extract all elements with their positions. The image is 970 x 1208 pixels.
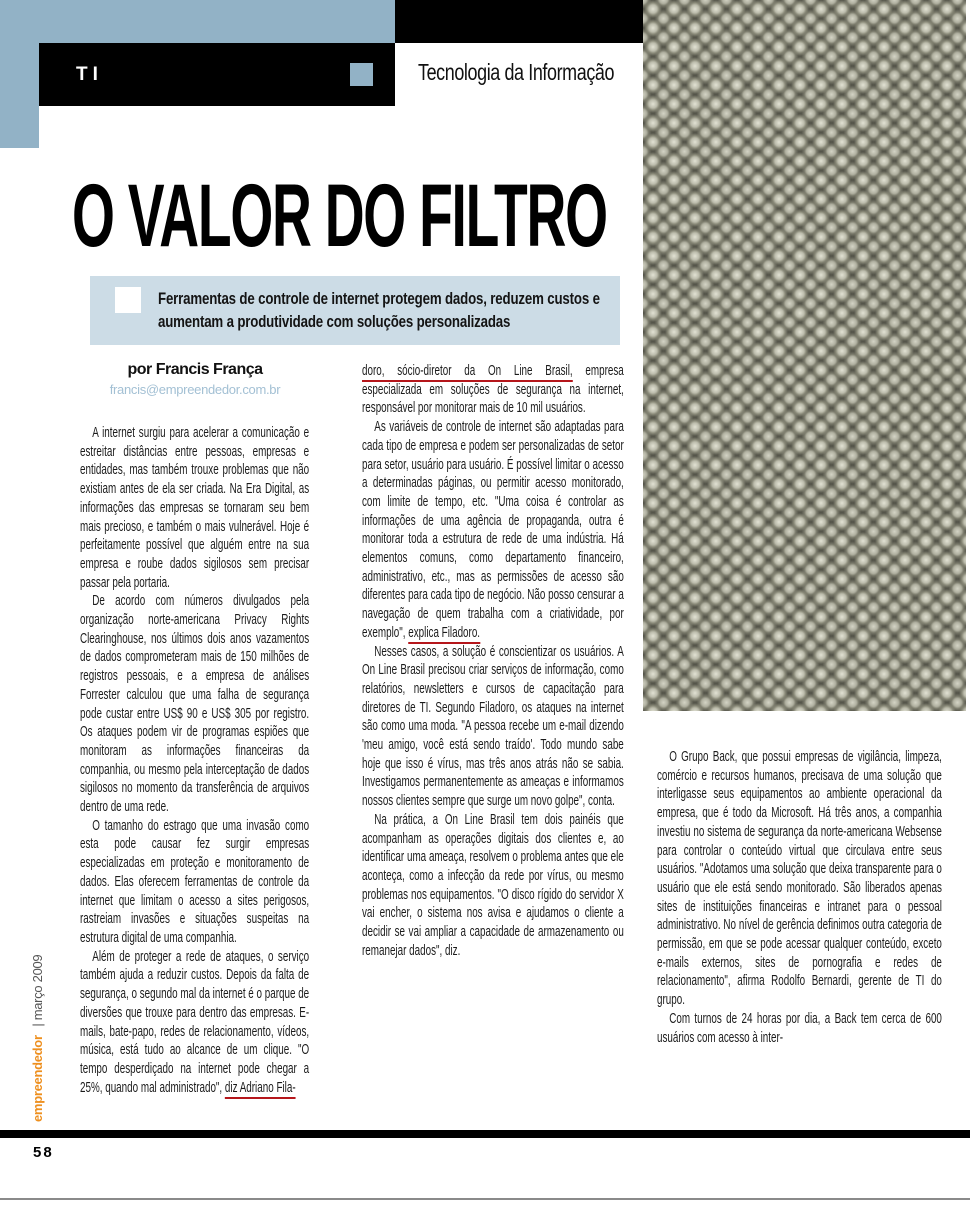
article-paragraph: A internet surgiu para acelerar a comunicação e estreitar distâncias entre pessoas, empresas e entidades, mas também trouxe problemas que não existiam antes de ela ser criada. Na Era Digital, as informações das empresas se tornaram seu bem mais precioso, e também o mais vulnerável. Hoje é perfeitamente possível que alguém entre na sua empresa e roube dados sigilosos sem precisar passar pela portaria. <box>80 425 310 591</box>
blue-square-icon <box>350 63 373 86</box>
article-paragraph: Nesses casos, a solução é conscientizar os usuários. A On Line Brasil precisou criar serviços de informação, como relatórios, newsletters e cursos de capacitação para diretores de TI. Segundo Filadoro, os ataques na internet são como uma moda. "A pessoa recebe um e-mail dizendo 'meu amigo, você está sendo traído'. Todo mundo sabe hoje que isso é vírus, mas três anos atrás não se sabia. Investigamos permanentemente as ameaças e informamos nossos clientes sempre que surge um novo golpe", conta. <box>362 643 624 810</box>
author-name: por Francis França <box>127 361 263 378</box>
masthead-blue-block <box>0 0 395 43</box>
article-column-2 <box>362 362 624 961</box>
article-column-1 <box>80 424 309 1097</box>
masthead-black-bar <box>395 0 643 43</box>
section-title: Tecnologia da Informação <box>418 59 615 85</box>
byline <box>75 361 315 397</box>
page-number: 58 <box>33 1144 54 1161</box>
article-headline: O VALOR DO FILTRO <box>72 165 607 265</box>
fabric-texture-photo <box>643 0 966 711</box>
author-email: francis@empreendedor.com.br <box>109 382 281 397</box>
article-paragraph <box>80 948 309 1098</box>
page-bottom-edge <box>0 1198 970 1200</box>
article-column-3 <box>657 748 942 1047</box>
highlighted-source-text: explica Filadoro. <box>408 625 480 644</box>
article-paragraph: De acordo com números divulgados pela organização norte-americana Privacy Rights Clearinghouse, nos últimos dois anos vazamentos de dados comprometeram mais de 150 milhões de registros pessoais, e a empresa de análises Forrester calculou que uma falha de segurança pode custar entre US$ 90 e US$ 305 por registro. Os ataques podem vir de programas espiões que monitoram as informações financeiras da companhia, ou mesmo pela interceptação de dados sigilosos no momento da transferência de arquivos dentro de uma rede. <box>80 593 310 816</box>
deck-text: Ferramentas de controle de internet protegem dados, reduzem custos e aumentam a produtividade com soluções personalizadas <box>158 289 600 331</box>
magazine-spine-credit <box>30 950 47 1122</box>
article-paragraph: Com turnos de 24 horas por dia, a Back tem cerca de 600 usuários com acesso à inter- <box>657 1010 942 1046</box>
article-paragraph <box>362 418 624 642</box>
section-tag-bar <box>39 43 395 106</box>
highlighted-source-text: diz Adriano Fila- <box>225 1080 296 1099</box>
section-tag: TI <box>76 63 103 85</box>
magazine-name: empreendedor <box>30 1035 45 1122</box>
paragraph-text: Além de proteger a rede de ataques, o serviço também ajuda a reduzir custos. Depois da falta de segurança, o segundo mal da internet é o parque de diversões que trouxe para dentro das empresas. E-mails, bate-papo, redes de relacionamento, vídeos, música, está tudo ao alcance de um clique. "O tempo desperdiçado na internet pode chegar a 25%, quando mal administrado", <box>80 948 310 1096</box>
article-paragraph <box>362 362 624 418</box>
white-square-icon <box>115 287 141 313</box>
article-paragraph: O tamanho do estrago que uma invasão como esta pode causar fez surgir empresas especializadas em proteção e monitoramento de dados. Elas oferecem ferramentas de controle da internet que limitam o acesso a sites perigosos, rastreiam invasões e situações suspeitas na estrutura digital de uma companhia. <box>80 817 310 946</box>
paragraph-text: As variáveis de controle de internet são adaptadas para cada tipo de empresa e podem ser personalizadas de setor para setor, usuário para usuário. É possível limitar o acesso a determinadas páginas, ou permitir acesso monitorado, com limite de tempo, etc. "Uma coisa é controlar as informações de uma agência de propaganda, outra é monitorar toda a estrutura de rede de uma indústria. Há elementos comuns, como departamento financeiro, administrativo, etc., mas as permissões de acesso são diferentes para cada tipo de negócio. Não posso censurar a navegação de quem trabalha com a criatividade, por exemplo", <box>362 419 624 641</box>
paragraph-text: empresa especializada em soluções de segurança na internet, responsável por monitorar mais de 10 mil usuários. <box>362 363 624 417</box>
masthead-blue-left-strip <box>0 43 39 148</box>
article-paragraph: Na prática, a On Line Brasil tem dois painéis que acompanham as operações digitais dos clientes e, ao identificar uma ameaça, resolvem o problema antes que ele aconteça, como a infecção da rede por vírus, ou mesmo problemas nos equipamentos. "O disco rígido do servidor X vai encher, o sistema nos avisa e ajudamos o cliente a decidir se vai ampliar a capacidade de armazenamento ou remanejar dados", diz. <box>362 811 624 959</box>
article-paragraph: O Grupo Back, que possui empresas de vigilância, limpeza, comércio e recursos humanos, precisava de uma solução que interligasse seus equipamentos ao ambiente operacional da empresa, que é todo da Microsoft. Há três anos, a companhia investiu no sistema de segurança da norte-americana Websense para controlar o conteúdo virtual que circulava entre seus usuários. "Adotamos uma solução que deixa transparente para o usuário que ele está sendo monitorado. São liberados apenas sites de instituições financeiras e intranet para o pessoal administrativo. No nível de gerência definimos outra categoria de permissão, em que se pode acessar qualquer conteúdo, exceto e-mails externos, sites de pornografia e redes de relacionamento", afirma Rodolfo Bernardi, gerente de TI do grupo. <box>657 749 942 1009</box>
highlighted-source-text: doro, sócio-diretor da On Line Brasil, <box>362 363 573 382</box>
footer-rule <box>0 1130 970 1138</box>
magazine-issue: | março 2009 <box>30 954 45 1027</box>
deck-box <box>90 276 620 345</box>
